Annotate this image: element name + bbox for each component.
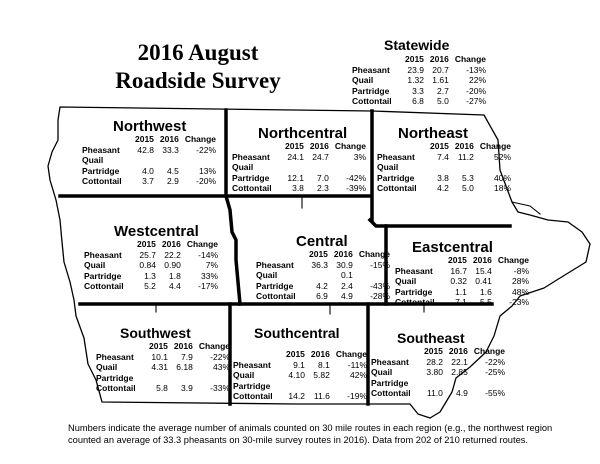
value-2015: 4.31 [151, 362, 168, 372]
species-label: Pheasant [371, 356, 409, 367]
value-2015: 6.9 [316, 291, 328, 301]
value-2016: 5.0 [462, 183, 474, 193]
species-label: Cottontail [352, 96, 392, 106]
species-label: Quail [82, 155, 104, 165]
value-2015: 4.10 [288, 370, 305, 380]
value-2015: 16.7 [450, 265, 467, 276]
value-change: 22% [469, 75, 487, 85]
stats-table [233, 349, 370, 402]
value-change: -33% [210, 383, 231, 393]
column-header: Change [454, 54, 487, 64]
value-2015: 7.4 [437, 151, 449, 162]
column-header: 2016 [173, 341, 193, 351]
table-row [233, 370, 370, 381]
stats-table [84, 239, 221, 292]
value-2016: 22.2 [164, 249, 181, 260]
value-2015: 1.1 [455, 286, 467, 297]
value-change [477, 162, 514, 173]
species-label: Quail [377, 162, 399, 172]
table-row [82, 176, 219, 187]
value-2015: 25.7 [139, 249, 156, 260]
species-label: Quail [84, 260, 106, 270]
region-name: Eastcentral [412, 239, 493, 256]
value-2016: 22.1 [451, 356, 468, 367]
value-2015 [146, 373, 171, 384]
region-name: Westcentral [114, 223, 199, 240]
value-2015: 1.3 [144, 270, 156, 281]
column-header: 2015 [286, 349, 305, 359]
value-change: -25% [485, 367, 506, 377]
stats-table [371, 346, 508, 399]
value-2016: 4.9 [341, 291, 353, 301]
value-2015: 5.8 [156, 383, 168, 393]
value-2016: 15.4 [475, 265, 492, 276]
value-change [182, 155, 219, 166]
value-change: 7% [205, 260, 219, 270]
region-name: Northcentral [258, 125, 348, 142]
value-2015: 24.1 [287, 151, 304, 162]
map-title-line2: Roadside Survey [115, 68, 281, 93]
value-2015: 14.2 [288, 391, 305, 401]
value-change: -20% [466, 85, 487, 96]
column-header: Change [184, 134, 217, 144]
table-row [233, 391, 370, 402]
value-2016: 1.8 [169, 270, 181, 281]
column-header: 2016 [448, 346, 468, 356]
value-change: 3% [353, 151, 367, 162]
value-change: 42% [350, 370, 368, 380]
value-change: -22% [485, 356, 506, 367]
region-name: Southcentral [254, 325, 340, 341]
value-2016: 4.4 [169, 281, 181, 291]
species-label: Quail [371, 367, 393, 377]
column-header: 2016 [454, 141, 474, 151]
value-2016: 2.9 [167, 176, 179, 186]
column-header: 2015 [135, 134, 154, 144]
value-2016 [452, 162, 477, 173]
map-title-line1: 2016 August [137, 40, 259, 65]
value-2015: 0.84 [139, 260, 156, 270]
value-change [356, 270, 393, 281]
value-change: -13% [466, 64, 487, 75]
column-header: 2015 [309, 249, 328, 259]
table-row [233, 360, 370, 371]
value-2016: 2.3 [317, 183, 329, 193]
value-2016 [446, 378, 471, 389]
value-change: -14% [198, 249, 219, 260]
value-change: 18% [494, 183, 512, 193]
value-2015: 28.2 [426, 356, 443, 367]
table-row [352, 96, 489, 107]
table-row [395, 287, 532, 298]
value-2016: 24.7 [312, 151, 329, 162]
table-header-row [233, 349, 370, 360]
value-2016: 5.3 [462, 172, 474, 183]
species-label: Pheasant [377, 151, 415, 162]
column-header: 2015 [448, 255, 467, 265]
value-2015 [427, 162, 452, 173]
column-header: 2016 [472, 255, 492, 265]
table-row [371, 378, 508, 389]
stats-table [256, 249, 393, 302]
column-header: 2016 [429, 54, 449, 64]
value-change [333, 381, 370, 392]
value-change [196, 373, 233, 384]
species-label: Cottontail [395, 297, 435, 307]
value-2015: 4.0 [142, 165, 154, 176]
table-row [96, 362, 233, 373]
column-header: 2015 [137, 239, 156, 249]
species-label: Cottontail [371, 388, 411, 398]
value-change [332, 162, 369, 173]
value-2016: 2.85 [451, 367, 468, 377]
value-2016: 1.61 [432, 75, 449, 85]
value-2016: 1.6 [480, 286, 492, 297]
species-label: Pheasant [395, 265, 433, 276]
value-2015: 36.3 [311, 259, 328, 270]
table-header-row [352, 54, 489, 65]
value-2016: 3.9 [181, 383, 193, 393]
table-row [371, 388, 508, 399]
value-2016: 7.0 [317, 172, 329, 183]
value-2015: 4.2 [316, 280, 328, 291]
value-2016 [308, 381, 333, 392]
value-2016: 11.6 [313, 391, 330, 401]
species-label: Cottontail [377, 183, 417, 193]
value-2015: 3.7 [142, 176, 154, 186]
value-2015: 23.9 [407, 64, 424, 75]
value-2015: 1.32 [407, 75, 424, 85]
table-header-row [371, 346, 508, 357]
value-2016: 20.7 [432, 64, 449, 75]
table-row [84, 260, 221, 271]
value-2016: 5.0 [437, 96, 449, 106]
value-2015: 12.1 [287, 172, 304, 183]
table-row [352, 86, 489, 97]
table-row [256, 281, 393, 292]
value-change: 13% [199, 165, 217, 176]
column-header: Change [497, 255, 530, 265]
species-label: Cottontail [82, 176, 122, 186]
value-2016: 0.90 [164, 260, 181, 270]
species-label: Partridge [82, 165, 120, 176]
species-label: Pheasant [96, 351, 134, 362]
species-label: Quail [256, 270, 278, 280]
column-header: 2016 [310, 349, 330, 359]
table-row [96, 373, 233, 384]
value-2015 [132, 155, 157, 166]
value-2016: 7.9 [181, 351, 193, 362]
footnote: Numbers indicate the average number of animals counted on 30 mile routes in each region (e.g., the northwest region counted an average of 33.3 pheasants on 30-mile survey routes in 2016). Data from 202 of 210 returned routes. [68, 423, 553, 445]
stats-table [232, 141, 369, 194]
value-2015 [282, 162, 307, 173]
value-change: -19% [347, 391, 368, 401]
value-2015 [306, 270, 331, 281]
region-name: Northeast [398, 125, 469, 142]
species-label: Cottontail [96, 383, 136, 393]
value-2015: 3.8 [292, 183, 304, 193]
value-change: 52% [494, 151, 512, 162]
species-label: Cottontail [233, 391, 273, 401]
species-label: Cottontail [256, 291, 296, 301]
species-label: Partridge [395, 286, 433, 297]
table-row [377, 183, 514, 194]
species-label: Pheasant [84, 249, 122, 260]
species-label: Pheasant [82, 144, 120, 155]
region-name: Southeast [397, 330, 465, 346]
value-change: 33% [201, 270, 219, 281]
value-2016: 6.18 [176, 362, 193, 372]
value-2016: 30.9 [336, 259, 353, 270]
table-row [371, 357, 508, 368]
column-header: Change [473, 346, 506, 356]
species-label: Partridge [256, 280, 294, 291]
column-header: Change [479, 141, 512, 151]
value-2015: 10.1 [151, 351, 168, 362]
value-2016: 2.7 [437, 85, 449, 96]
region-name: Northwest [113, 118, 187, 135]
value-change: -17% [198, 281, 219, 291]
table-header-row [82, 134, 219, 145]
value-change: 28% [512, 276, 530, 286]
value-change: -42% [346, 172, 367, 183]
value-2016: 2.4 [341, 280, 353, 291]
value-2016: 11.2 [457, 151, 474, 162]
species-label: Partridge [96, 372, 134, 383]
table-header-row [377, 141, 514, 152]
value-2015 [421, 378, 446, 389]
species-label: Partridge [352, 85, 390, 96]
species-label: Quail [233, 370, 255, 380]
column-header: 2015 [285, 141, 304, 151]
column-header: Change [334, 141, 367, 151]
stats-table [352, 54, 489, 107]
table-row [256, 260, 393, 271]
value-change: -27% [466, 96, 487, 106]
table-row [84, 281, 221, 292]
table-row [96, 352, 233, 363]
table-row [232, 152, 369, 163]
table-header-row [256, 249, 393, 260]
column-header: Change [358, 249, 391, 259]
table-row [256, 270, 393, 281]
value-change: -11% [347, 359, 368, 370]
table-row [256, 291, 393, 302]
stats-table [377, 141, 514, 194]
column-header: 2015 [430, 141, 449, 151]
value-change: 48% [512, 286, 530, 297]
value-2016: 8.1 [318, 359, 330, 370]
value-2015: 3.80 [426, 367, 443, 377]
table-row [84, 271, 221, 282]
stats-table [82, 134, 219, 187]
region-name: Southwest [120, 325, 191, 341]
species-label: Pheasant [233, 359, 271, 370]
value-2016 [307, 162, 332, 173]
table-row [232, 183, 369, 194]
value-2015 [283, 381, 308, 392]
table-row [232, 162, 369, 173]
region-name: Central [296, 233, 348, 250]
table-row [395, 266, 532, 277]
table-row [377, 152, 514, 163]
column-header: 2015 [405, 54, 424, 64]
column-header: 2015 [424, 346, 443, 356]
table-row [352, 65, 489, 76]
value-2016 [157, 155, 182, 166]
table-row [96, 383, 233, 394]
value-2015: 6.8 [412, 96, 424, 106]
value-2016: 5.5 [480, 297, 492, 307]
value-change: -55% [485, 388, 506, 398]
table-row [82, 166, 219, 177]
value-2015: 9.1 [293, 359, 305, 370]
column-header: 2016 [309, 141, 329, 151]
value-change: 43% [213, 362, 231, 372]
column-header: Change [198, 341, 231, 351]
table-row [233, 381, 370, 392]
value-change: 40% [494, 172, 512, 183]
species-label: Partridge [84, 270, 122, 281]
value-2015: 11.0 [427, 388, 443, 398]
value-2016: 4.5 [167, 165, 179, 176]
value-2015: 4.2 [437, 183, 449, 193]
value-change: -20% [196, 176, 217, 186]
table-header-row [395, 255, 532, 266]
value-2015: 3.8 [437, 172, 449, 183]
value-2016: 0.41 [475, 276, 492, 286]
column-header: 2016 [161, 239, 181, 249]
species-label: Cottontail [232, 183, 272, 193]
value-2016 [171, 373, 196, 384]
table-row [377, 173, 514, 184]
value-2015: 0.32 [450, 276, 467, 286]
species-label: Quail [352, 75, 374, 85]
value-2016: 0.1 [341, 270, 353, 280]
value-2015: 42.8 [137, 144, 154, 155]
table-row [82, 155, 219, 166]
value-2015: 5.2 [144, 281, 156, 291]
value-change: -28% [370, 291, 391, 301]
species-label: Quail [395, 276, 417, 286]
table-header-row [232, 141, 369, 152]
value-change: -22% [210, 351, 231, 362]
table-header-row [84, 239, 221, 250]
value-change [471, 378, 508, 389]
column-header: Change [335, 349, 368, 359]
stats-table [395, 255, 532, 308]
table-row [84, 250, 221, 261]
value-change: -15% [370, 259, 391, 270]
value-2016: 33.3 [162, 144, 179, 155]
table-header-row [96, 341, 233, 352]
table-row [377, 162, 514, 173]
species-label: Partridge [233, 380, 271, 391]
column-header: 2016 [333, 249, 353, 259]
table-row [395, 276, 532, 287]
species-label: Pheasant [232, 151, 270, 162]
species-label: Pheasant [256, 259, 294, 270]
value-2016: 5.82 [313, 370, 330, 380]
value-2015: 7.1 [455, 297, 467, 307]
species-label: Cottontail [84, 281, 124, 291]
stats-table [96, 341, 233, 394]
value-change: -22% [196, 144, 217, 155]
value-change: -43% [370, 280, 391, 291]
value-change: -8% [513, 265, 530, 276]
species-label: Partridge [232, 172, 270, 183]
value-2016: 4.9 [456, 388, 468, 398]
table-row [395, 297, 532, 308]
species-label: Quail [96, 362, 118, 372]
species-label: Partridge [377, 172, 415, 183]
species-label: Quail [232, 162, 254, 172]
value-change: -39% [346, 183, 367, 193]
column-header: 2016 [159, 134, 179, 144]
value-change: -23% [509, 297, 530, 307]
table-row [352, 75, 489, 86]
region-name: Statewide [384, 37, 450, 53]
column-header: Change [186, 239, 219, 249]
table-row [232, 173, 369, 184]
table-row [82, 145, 219, 156]
column-header: 2015 [149, 341, 168, 351]
species-label: Pheasant [352, 64, 390, 75]
table-row [371, 367, 508, 378]
species-label: Partridge [371, 377, 409, 388]
value-2015: 3.3 [412, 85, 424, 96]
